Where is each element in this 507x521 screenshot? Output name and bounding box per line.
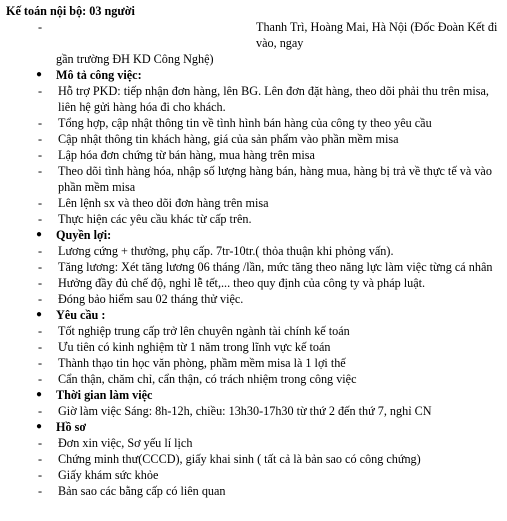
list-item-text: Bản sao các bằng cấp có liên quan <box>58 484 226 498</box>
list-item-text: Hỗ trợ PKD: tiếp nhận đơn hàng, lên BG. Lên đơn đặt hàng, theo dõi phải thu trên misa, liên hệ gửi hàng hóa đi cho khách. <box>58 84 489 114</box>
dash-marker: - <box>38 276 43 290</box>
list-item <box>38 483 501 499</box>
list-item <box>38 355 501 371</box>
dash-marker: - <box>38 404 43 418</box>
list-item-text: Cập nhật thông tin khách hàng, giá của sản phẩm vào phần mềm misa <box>58 132 399 146</box>
list-item <box>38 323 501 339</box>
list-item-text: Hưởng đầy đủ chế độ, nghỉ lễ tết,... theo quy định của công ty và pháp luật. <box>58 276 426 290</box>
list-item-text: Theo dõi tình hàng hóa, nhập số lượng hàng bán, hàng mua, hàng bị trả về thực tế và vào phần mềm misa <box>58 164 492 194</box>
dash-marker: - <box>38 484 43 498</box>
list-item-text: Ưu tiên có kinh nghiệm từ 1 năm trong lĩnh vực kế toán <box>58 340 331 354</box>
section-heading <box>36 307 501 323</box>
list-item <box>38 115 501 131</box>
section-heading <box>36 227 501 243</box>
list-item <box>38 163 501 195</box>
dash-marker: - <box>38 372 43 386</box>
address-dash: - <box>38 20 43 34</box>
section-label: Mô tả công việc: <box>56 68 142 82</box>
dash-marker: - <box>38 196 43 210</box>
list-item-text: Lập hóa đơn chứng từ bán hàng, mua hàng trên misa <box>58 148 315 162</box>
list-item-text: Giờ làm việc Sáng: 8h-12h, chiều: 13h30-17h30 từ thứ 2 đến thứ 7, nghỉ CN <box>58 404 432 418</box>
list-item-text: Lên lệnh sx và theo dõi đơn hàng trên misa <box>58 196 269 210</box>
dash-marker: - <box>38 292 43 306</box>
section-label: Thời gian làm việc <box>56 388 153 402</box>
list-item <box>38 467 501 483</box>
dash-marker: - <box>38 148 43 162</box>
dash-marker: - <box>38 260 43 274</box>
list-item-text: Đóng bảo hiểm sau 02 tháng thử việc. <box>58 292 244 306</box>
dash-marker: - <box>38 212 43 226</box>
section-label: Yêu cầu : <box>56 308 106 322</box>
list-item <box>38 243 501 259</box>
list-item-text: Thực hiện các yêu cầu khác từ cấp trên. <box>58 212 252 226</box>
dash-marker: - <box>38 340 43 354</box>
section-heading <box>36 419 501 435</box>
document-title: Kế toán nội bộ: 03 người <box>6 4 135 18</box>
list-item <box>38 339 501 355</box>
list-item <box>38 275 501 291</box>
bullet-icon: ● <box>36 389 43 400</box>
address-continuation: gần trường ĐH KD Công Nghệ) <box>56 52 214 66</box>
list-item-text: Cẩn thận, chăm chỉ, cẩn thận, có trách nhiệm trong công việc <box>58 372 357 386</box>
list-item <box>38 291 501 307</box>
dash-marker: - <box>38 452 43 466</box>
bullet-icon: ● <box>36 421 43 432</box>
dash-marker: - <box>38 116 43 130</box>
section-heading <box>36 67 501 83</box>
list-item-text: Tốt nghiệp trung cấp trở lên chuyên ngành tài chính kế toán <box>58 324 350 338</box>
bullet-icon: ● <box>36 69 43 80</box>
section-label: Hồ sơ <box>56 420 87 434</box>
list-item <box>38 403 501 419</box>
dash-marker: - <box>38 244 43 258</box>
list-item <box>38 83 501 115</box>
list-item-text: Tổng hợp, cập nhật thông tin về tình hình bán hàng của công ty theo yêu cầu <box>58 116 432 130</box>
section-heading <box>36 387 501 403</box>
list-item <box>38 211 501 227</box>
list-item <box>38 259 501 275</box>
sections-container <box>6 67 501 499</box>
dash-marker: - <box>38 356 43 370</box>
list-item-text: Thành thạo tin học văn phòng, phầm mềm misa là 1 lợi thế <box>58 356 346 370</box>
address-line <box>6 19 501 51</box>
list-item <box>38 451 501 467</box>
list-item-text: Đơn xin việc, Sơ yếu lí lịch <box>58 436 193 450</box>
dash-marker: - <box>38 164 43 178</box>
dash-marker: - <box>38 132 43 146</box>
address-text: Thanh Trì, Hoàng Mai, Hà Nội (Đốc Đoàn Kết đi vào, ngay <box>256 20 498 50</box>
list-item <box>38 195 501 211</box>
dash-marker: - <box>38 436 43 450</box>
list-item <box>38 371 501 387</box>
bullet-icon: ● <box>36 309 43 320</box>
list-item <box>38 131 501 147</box>
list-item <box>38 435 501 451</box>
bullet-icon: ● <box>36 229 43 240</box>
list-item-text: Giấy khám sức khỏe <box>58 468 159 482</box>
list-item-text: Chứng minh thư(CCCD), giấy khai sinh ( tất cả là bản sao có công chứng) <box>58 452 421 466</box>
list-item-text: Lương cứng + thưởng, phụ cấp. 7tr-10tr.( thỏa thuận khi phỏng vấn). <box>58 244 394 258</box>
list-item <box>38 147 501 163</box>
dash-marker: - <box>38 84 43 98</box>
section-label: Quyền lợi: <box>56 228 112 242</box>
list-item-text: Tăng lương: Xét tăng lương 06 tháng /lần, mức tăng theo năng lực làm việc từng cá nhân <box>58 260 493 274</box>
dash-marker: - <box>38 324 43 338</box>
dash-marker: - <box>38 468 43 482</box>
